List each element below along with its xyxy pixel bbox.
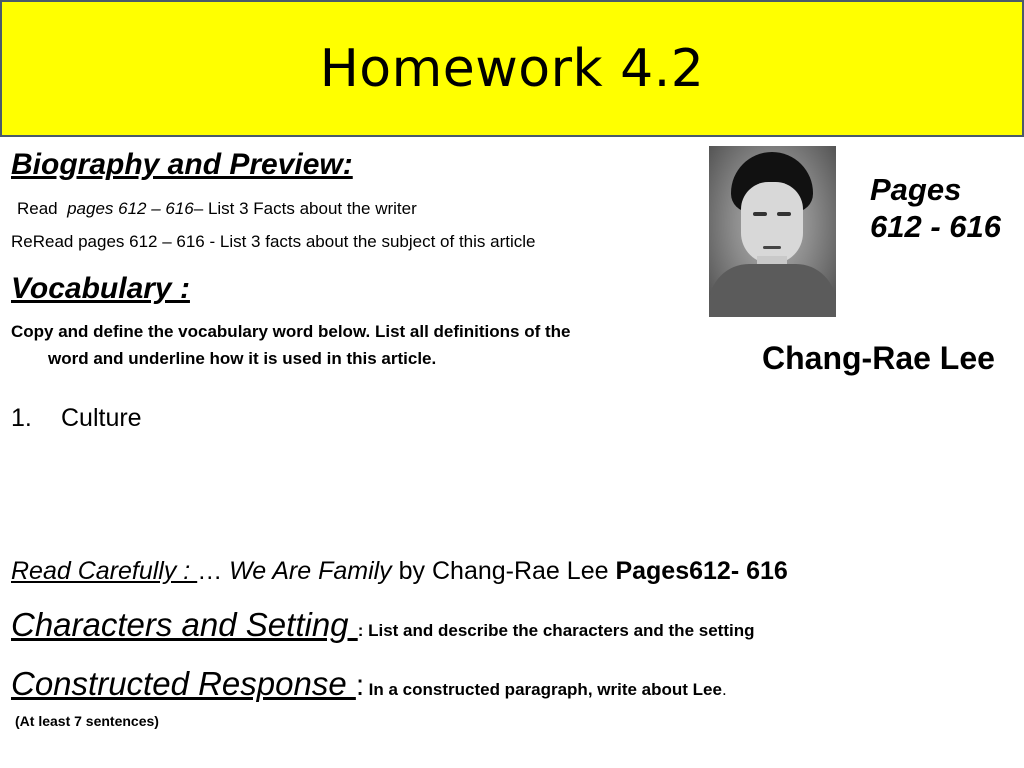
page-title: Homework 4.2 bbox=[319, 38, 705, 99]
constructed-line bbox=[11, 665, 727, 703]
bio-heading: Biography and Preview: bbox=[11, 148, 353, 181]
side-pages-range: 612 - 616 bbox=[870, 209, 1001, 244]
constructed-heading: Constructed Response bbox=[11, 665, 356, 702]
read-carefully-line bbox=[11, 557, 788, 586]
title-banner bbox=[0, 0, 1024, 137]
vocab-item-number: 1. bbox=[11, 404, 32, 432]
constructed-period: . bbox=[721, 680, 727, 699]
constructed-instruction: In a constructed paragraph, write about Lee bbox=[368, 680, 722, 699]
read-prefix: Read bbox=[17, 199, 58, 218]
book-author: by Chang-Rae Lee bbox=[391, 557, 616, 585]
constructed-colon: : bbox=[355, 669, 365, 702]
characters-instruction: : List and describe the characters and the setting bbox=[357, 621, 755, 640]
side-pages-label: Pages bbox=[870, 172, 962, 207]
read-suffix: – List 3 Facts about the writer bbox=[193, 199, 417, 218]
characters-heading: Characters and Setting bbox=[11, 606, 358, 643]
vocab-instruction-line2: word and underline how it is used in this article. bbox=[48, 349, 437, 368]
book-pages: Pages612- 616 bbox=[615, 557, 788, 585]
author-caption: Chang-Rae Lee bbox=[762, 340, 995, 376]
characters-line bbox=[11, 606, 754, 644]
vocab-instruction-line1: Copy and define the vocabulary word below. List all definitions of the bbox=[11, 322, 571, 341]
vocab-heading: Vocabulary : bbox=[11, 272, 190, 305]
author-portrait bbox=[709, 146, 836, 317]
read-carefully-heading: Read Carefully : bbox=[11, 557, 198, 585]
reread-instruction: ReRead pages 612 – 616 - List 3 facts about the subject of this article bbox=[11, 232, 536, 251]
read-carefully-ellipsis: … bbox=[197, 557, 223, 585]
side-pages bbox=[870, 172, 1001, 245]
book-title: We Are Family bbox=[229, 557, 392, 585]
sentence-note: (At least 7 sentences) bbox=[15, 713, 159, 729]
vocab-list-item bbox=[11, 404, 142, 433]
read-instruction bbox=[17, 199, 417, 219]
read-pages: pages 612 – 616 bbox=[67, 199, 194, 218]
vocab-item-word: Culture bbox=[61, 404, 142, 432]
